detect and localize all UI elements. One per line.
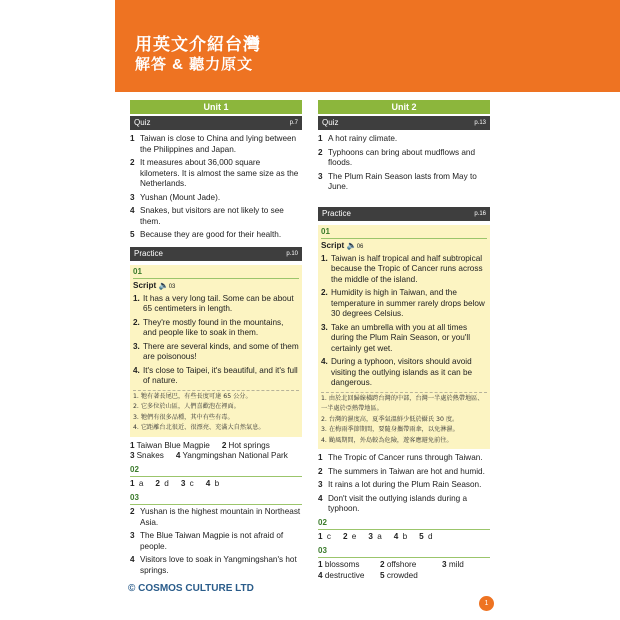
- unit1-practice-header: [130, 247, 302, 261]
- script-line: 1. Taiwan is half tropical and half subtropical because the Tropic of Cancer runs across the middle of the island.: [321, 253, 483, 284]
- script-heading: Script 🔈03: [133, 281, 176, 290]
- vocab-answers: 1 blossoms 2 offshore 3 mild 4 destructive 5 crowded: [318, 560, 464, 580]
- unit2-column: [318, 100, 490, 581]
- page-ref: p.7: [289, 120, 298, 126]
- list-item: 4 Don't visit the outlying islands during a typhoon.: [318, 493, 468, 513]
- page-ref: p.13: [474, 120, 486, 126]
- unit1-column: [130, 100, 302, 579]
- header-banner: [115, 0, 620, 92]
- list-item: 1 A hot rainy climate.: [318, 134, 398, 143]
- page-number: 1: [479, 596, 494, 611]
- list-item: 3 Yushan (Mount Jade).: [130, 192, 221, 202]
- track-number: 06: [356, 244, 364, 250]
- list-item: 5 Because they are good for their health.: [130, 230, 282, 239]
- unit2-practice-header: [318, 207, 490, 221]
- page-ref: p.10: [286, 250, 298, 257]
- list-item: 2 The summers in Taiwan are hot and humid.: [318, 466, 485, 476]
- audio-icon: 🔈: [346, 241, 357, 250]
- book-subtitle: 解答 & 聽力原文: [135, 56, 254, 73]
- section-label: Practice: [134, 248, 163, 258]
- section-label: Quiz: [134, 118, 151, 127]
- subsection-01: 01: [133, 267, 299, 280]
- list-item: 1 Taiwan is close to China and lying between the Philippines and Japan.: [130, 134, 297, 154]
- subsection-03: 03: [318, 546, 490, 559]
- list-item: 2 Typhoons can bring about mudflows and floods.: [318, 147, 476, 167]
- publisher-credit: © COSMOS CULTURE LTD: [128, 583, 254, 594]
- section-label: Quiz: [322, 118, 339, 127]
- unit1-title: Unit 1: [130, 100, 302, 114]
- list-item: 2 It measures about 36,000 square kilometers. It is almost the same size as the Netherlands.: [130, 158, 299, 188]
- subsection-02: 02: [130, 465, 302, 478]
- list-item: 3 The Plum Rain Season lasts from May to June.: [318, 171, 477, 191]
- script-line: 2. Humidity is high in Taiwan, and the temperature in summer rarely drops below 30 degrees Celsius.: [321, 288, 485, 318]
- script-heading: Script 🔈06: [321, 241, 364, 250]
- list-item: 4 Snakes, but visitors are not likely to see them.: [130, 206, 284, 226]
- unit1-script-box: [130, 265, 302, 437]
- unit2-script-box: [318, 225, 490, 450]
- track-number: 03: [168, 284, 176, 290]
- answers-02: 1 a 2 d 3 c 4 b: [130, 479, 220, 488]
- subsection-01: 01: [321, 227, 487, 240]
- subsection-03: 03: [130, 493, 302, 506]
- script-line: 3. There are several kinds, and some of them are poisonous!: [133, 341, 299, 361]
- page-ref: p.16: [474, 210, 486, 217]
- script-line: 4. During a typhoon, visitors should avoid visiting the outlying islands as it can be dangerous.: [321, 357, 473, 387]
- script-line: 1. It has a very long tail. Some can be about 65 centimeters in length.: [133, 293, 294, 313]
- unit1-quiz-list: [130, 134, 302, 241]
- answers-01: 1 Taiwan Blue Magpie 2 Hot springs 3 Snakes 4 Yangmingshan National Park: [130, 440, 288, 460]
- script-line: 4. It's close to Taipei, it's beautiful, and it's full of nature.: [133, 365, 298, 385]
- book-title: 用英文介紹台灣: [135, 35, 261, 54]
- list-item: 4 Visitors love to soak in Yangmingshan's hot springs.: [130, 555, 297, 575]
- list-item: 3 It rains a lot during the Plum Rain Season.: [318, 480, 482, 489]
- unit2-quiz-header: [318, 116, 490, 130]
- section-label: Practice: [322, 208, 351, 218]
- subsection-02: 02: [318, 518, 490, 531]
- list-item: 1 The Tropic of Cancer runs through Taiwan.: [318, 453, 483, 462]
- script-line: 2. They're mostly found in the mountains, and people like to soak in them.: [133, 317, 284, 337]
- answers-02: 1 c 2 e 3 a 4 b 5 d: [318, 532, 433, 541]
- audio-icon: 🔈: [158, 281, 169, 290]
- script-line: 3. Take an umbrella with you at all times during the Plum Rain Season, or you'll certainly get wet.: [321, 322, 471, 353]
- list-item: 3 The Blue Taiwan Magpie is not afraid of people.: [130, 531, 284, 551]
- unit1-quiz-header: [130, 116, 302, 130]
- chinese-translation: 1. 牠有著長尾巴，有些長度可達 65 公分。 2. 它多位於山區，人們喜歡泡在裡面。 3. 牠們有很多品種，其中有些有毒。 4. 它距離台北很近、很漂亮、充滿大自然氣息。: [133, 390, 299, 434]
- unit2-title: Unit 2: [318, 100, 490, 114]
- list-item: 2 Yushan is the highest mountain in Northeast Asia.: [130, 507, 301, 527]
- chinese-translation: 1. 由於北回歸線橫跨台灣的中部，台灣一半處於熱帶地區、一半處於亞熱帶地區。 2. 台灣的濕度高，夏季氣溫鮮少低於攝氏 30 度。 3. 在梅雨季節期間，要隨身攜帶雨傘，以免淋濕。 4. 颱風期間，外島較為危險，遊客應避免前往。: [321, 392, 487, 447]
